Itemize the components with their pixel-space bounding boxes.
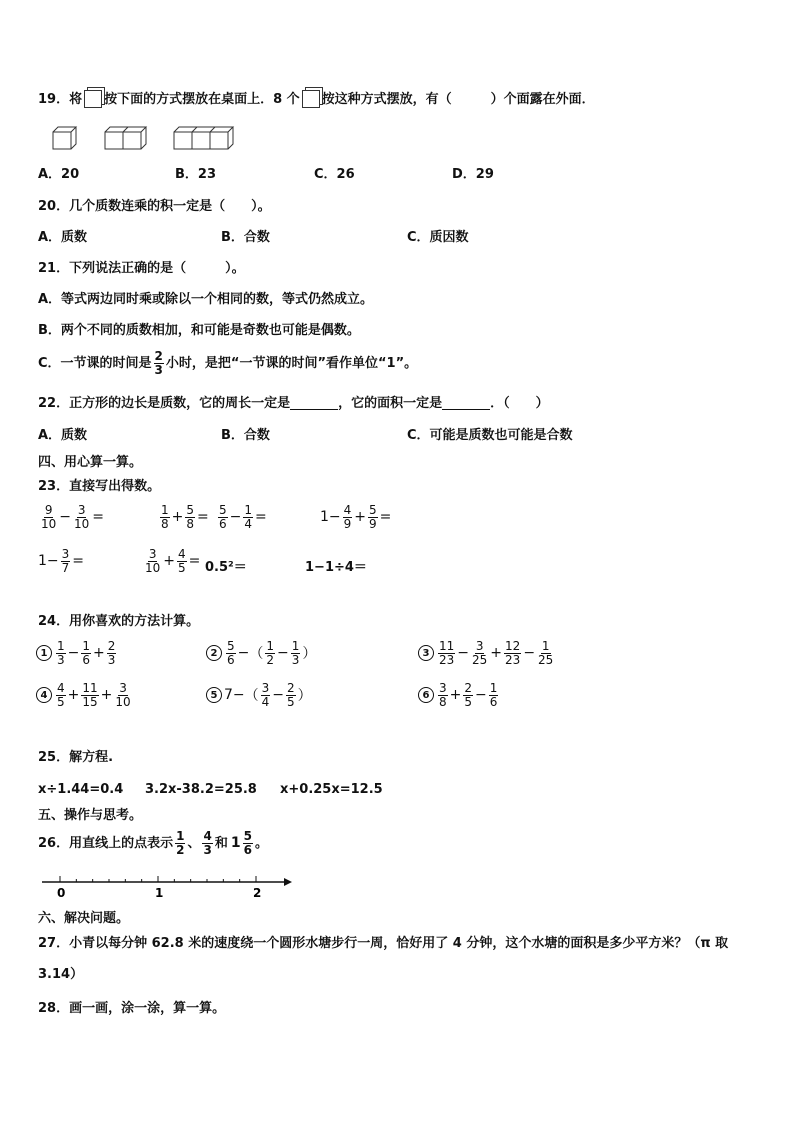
answer-blank[interactable] bbox=[442, 397, 490, 410]
q23-expr-2: $\frac{1}{8}$ + $\frac{5}{8}$ = bbox=[161, 503, 209, 531]
q25-equation-1: x÷1.44=0.4 bbox=[38, 782, 124, 797]
circled-number: 6 bbox=[418, 687, 434, 703]
tick-label-1: 1 bbox=[155, 886, 164, 900]
circled-number: 2 bbox=[206, 645, 222, 661]
q21-c-text-1: C．一节课的时间是 bbox=[38, 355, 152, 371]
q27-stem-line-2: 3.14） bbox=[38, 967, 84, 982]
q21-stem: 21．下列说法正确的是（ ）。 bbox=[38, 261, 245, 276]
q26-text-1: 26．用直线上的点表示 bbox=[38, 835, 174, 851]
q26-text-4: 。 bbox=[254, 835, 268, 851]
q21-option-c[interactable] bbox=[38, 350, 417, 376]
section-4-title: 四、用心算一算。 bbox=[38, 455, 143, 470]
q23-expr-7: 0.5²＝ bbox=[205, 560, 247, 575]
q22-option-b[interactable]: B．合数 bbox=[221, 428, 270, 443]
q26-text-2: 、 bbox=[187, 835, 201, 851]
q22-text-2: ，它的面积一定是 bbox=[338, 396, 443, 411]
q22-option-c[interactable]: C．可能是质数也可能是合数 bbox=[407, 428, 573, 443]
q19-option-b[interactable]: B．23 bbox=[175, 167, 216, 182]
q24-expr-6: 6 $\frac{3}{8}$ + $\frac{2}{5}$ − $\frac{1}{6}$ bbox=[418, 682, 500, 708]
q24-expr-5: 5 7 − （ $\frac{3}{4}$ − $\frac{2}{5}$ ） bbox=[206, 682, 312, 708]
circled-number: 3 bbox=[418, 645, 434, 661]
q24-stem: 24．用你喜欢的方法计算。 bbox=[38, 614, 200, 629]
section-5-title: 五、操作与思考。 bbox=[38, 808, 143, 823]
q21-option-b[interactable]: B．两个不同的质数相加，和可能是奇数也可能是偶数。 bbox=[38, 323, 360, 338]
answer-blank[interactable] bbox=[290, 397, 338, 410]
q21-c-text-2: 小时，是把“一节课的时间”看作单位“1”。 bbox=[165, 355, 418, 371]
q23-expr-8: 1−1÷4＝ bbox=[305, 560, 367, 575]
q24-expr-4: 4 $\frac{4}{5}$ + $\frac{11}{15}$ + $\frac{3}{10}$ bbox=[36, 682, 134, 708]
q26-stem: 26．用直线上的点表示 $\frac{1}{2}$ 、 $\frac{4}{3}$ 和 1 $\frac{5}{6}$ 。 bbox=[38, 829, 268, 857]
q19-text-3: 按这种方式摆放，有（ ）个面露在外面． bbox=[321, 91, 595, 107]
q23-expr-1: $\frac{9}{10}$ − $\frac{3}{10}$ = bbox=[41, 503, 105, 531]
q19-option-d[interactable]: D．29 bbox=[452, 167, 494, 182]
q24-expr-3: 3 $\frac{11}{23}$ − $\frac{3}{25}$ + $\frac{12}{23}$ − $\frac{1}{25}$ bbox=[418, 640, 556, 666]
cube-arrangement-figure bbox=[50, 124, 250, 152]
q22-text-1: 22．正方形的边长是质数，它的周长一定是 bbox=[38, 396, 291, 411]
q28-stem: 28．画一画，涂一涂，算一算。 bbox=[38, 1001, 226, 1016]
circled-number: 1 bbox=[36, 645, 52, 661]
q21-option-a[interactable]: A．等式两边同时乘或除以一个相同的数，等式仍然成立。 bbox=[38, 292, 374, 307]
q26-text-3: 和 bbox=[214, 835, 228, 851]
fraction: $\frac{2}{3}$ bbox=[154, 349, 163, 377]
q25-equation-3: x+0.25x=12.5 bbox=[280, 782, 383, 797]
q19-text-2: 按下面的方式摆放在桌面上．8 个 bbox=[104, 91, 300, 107]
q19-option-c[interactable]: C．26 bbox=[314, 167, 355, 182]
number-line[interactable] bbox=[40, 872, 294, 900]
q19-option-a[interactable]: A．20 bbox=[38, 167, 80, 182]
q19-stem bbox=[38, 90, 595, 108]
q19-text-1: 19．将 bbox=[38, 91, 83, 107]
q24-expr-1: 1 $\frac{1}{3}$ − $\frac{1}{6}$ + $\frac{2}{3}$ bbox=[36, 640, 118, 666]
circled-number: 4 bbox=[36, 687, 52, 703]
q23-expr-5: 1 − $\frac{3}{7}$ = bbox=[38, 547, 85, 575]
q20-option-a[interactable]: A．质数 bbox=[38, 230, 88, 245]
q22-stem bbox=[38, 397, 549, 410]
q27-stem-line-1: 27．小青以每分钟 62.8 米的速度绕一个圆形水塘步行一周，恰好用了 4 分钟，这个水塘的面积是多少平方米？（π 取 bbox=[38, 936, 729, 951]
q20-option-b[interactable]: B．合数 bbox=[221, 230, 270, 245]
q23-expr-4: 1 − $\frac{4}{9}$ + $\frac{5}{9}$ = bbox=[320, 503, 392, 531]
q20-option-c[interactable]: C．质因数 bbox=[407, 230, 469, 245]
q20-stem: 20．几个质数连乘的积一定是（ ）。 bbox=[38, 199, 271, 214]
q23-expr-6: $\frac{3}{10}$ + $\frac{4}{5}$ = bbox=[145, 547, 201, 575]
q23-expr-3: $\frac{5}{6}$ − $\frac{1}{4}$ = bbox=[219, 503, 267, 531]
q24-expr-2: 2 $\frac{5}{6}$ − （ $\frac{1}{2}$ − $\frac{1}{3}$ ） bbox=[206, 640, 316, 666]
tick-label-0: 0 bbox=[57, 886, 66, 900]
circled-number: 5 bbox=[206, 687, 222, 703]
tick-label-2: 2 bbox=[253, 886, 262, 900]
q25-stem: 25．解方程. bbox=[38, 750, 114, 765]
section-6-title: 六、解决问题。 bbox=[38, 911, 130, 926]
q23-stem: 23．直接写出得数。 bbox=[38, 479, 161, 494]
q22-text-3: ．（ ） bbox=[490, 396, 549, 411]
q25-equation-2: 3.2x-38.2=25.8 bbox=[145, 782, 257, 797]
cube-icon bbox=[84, 90, 102, 108]
cube-icon bbox=[302, 90, 320, 108]
q22-option-a[interactable]: A．质数 bbox=[38, 428, 88, 443]
